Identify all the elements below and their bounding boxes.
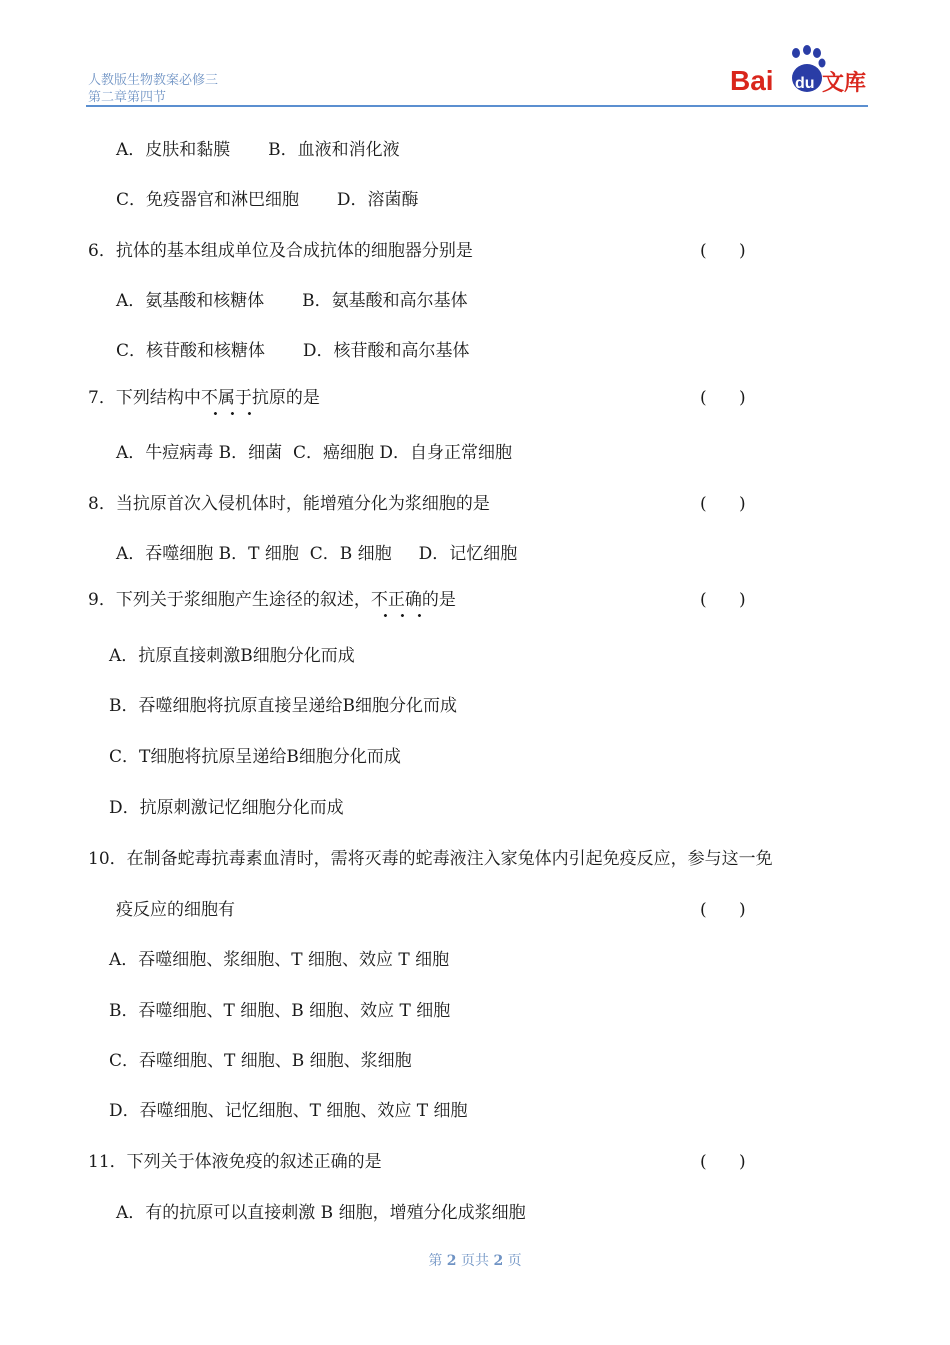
question-7: 7．下列结构中不属于抗原的是 (88, 388, 320, 408)
question-8: 8．当抗原首次入侵机体时，能增殖分化为浆细胞的是 (88, 494, 490, 514)
option-line: A．抗原直接刺激B细胞分化而成 (109, 646, 355, 666)
document-header (88, 72, 218, 106)
logo-du: du (795, 75, 815, 92)
option-line: A．牛痘病毒 B．细菌 C．癌细胞 D．自身正常细胞 (116, 443, 513, 463)
option-line: A．氨基酸和核糖体 B．氨基酸和高尔基体 (116, 291, 468, 311)
option-line: C．吞噬细胞、T 细胞、B 细胞、浆细胞 (109, 1051, 412, 1071)
option-line: A．吞噬细胞 B．T 细胞 C．B 细胞 D．记忆细胞 (116, 544, 518, 564)
option-line: C．T细胞将抗原呈递给B细胞分化而成 (109, 747, 401, 767)
answer-blank: ( ) (700, 590, 746, 610)
logo-bai: Bai (730, 65, 774, 96)
answer-blank: ( ) (700, 388, 746, 408)
answer-blank: ( ) (700, 1152, 746, 1172)
question-10: 10．在制备蛇毒抗毒素血清时，需将灭毒的蛇毒液注入家兔体内引起免疫反应，参与这一免 (88, 849, 773, 869)
logo-wenku: 文库 (822, 71, 867, 96)
header-section: 第二章第四节 (88, 90, 167, 105)
option-line: D．抗原刺激记忆细胞分化而成 (109, 798, 344, 818)
current-page-number: 2 (446, 1253, 457, 1269)
question-9: 9．下列关于浆细胞产生途径的叙述，不正确的是 (88, 590, 456, 610)
page-footer: 第 2 页共 2 页 (428, 1253, 522, 1269)
option-line: B．吞噬细胞将抗原直接呈递给B细胞分化而成 (109, 696, 457, 716)
question-10-continued: 疫反应的细胞有 (116, 900, 235, 920)
option-line: A．皮肤和黏膜 B．血液和消化液 (116, 140, 400, 160)
option-line: B．吞噬细胞、T 细胞、B 细胞、效应 T 细胞 (109, 1001, 451, 1021)
emphasis-text: 不属于 (200, 388, 252, 408)
answer-blank: ( ) (700, 241, 746, 261)
question-6: 6．抗体的基本组成单位及合成抗体的细胞器分别是 (88, 241, 473, 261)
option-line: C．核苷酸和核糖体 D．核苷酸和高尔基体 (116, 341, 470, 361)
option-line: A．有的抗原可以直接刺激 B 细胞，增殖分化成浆细胞 (116, 1203, 526, 1223)
header-course: 人教版生物教案必修三 (88, 73, 219, 88)
emphasis-text: 不正确 (370, 590, 422, 610)
option-line: A．吞噬细胞、浆细胞、T 细胞、效应 T 细胞 (109, 950, 450, 970)
answer-blank: ( ) (700, 494, 746, 514)
answer-blank: ( ) (700, 900, 746, 920)
baidu-wenku-logo (728, 44, 868, 102)
total-pages-number: 2 (493, 1253, 504, 1269)
option-line: D．吞噬细胞、记忆细胞、T 细胞、效应 T 细胞 (109, 1101, 468, 1121)
option-line: C．免疫器官和淋巴细胞 D．溶菌酶 (116, 190, 419, 210)
question-11: 11．下列关于体液免疫的叙述正确的是 (88, 1152, 382, 1172)
header-divider (86, 105, 868, 107)
